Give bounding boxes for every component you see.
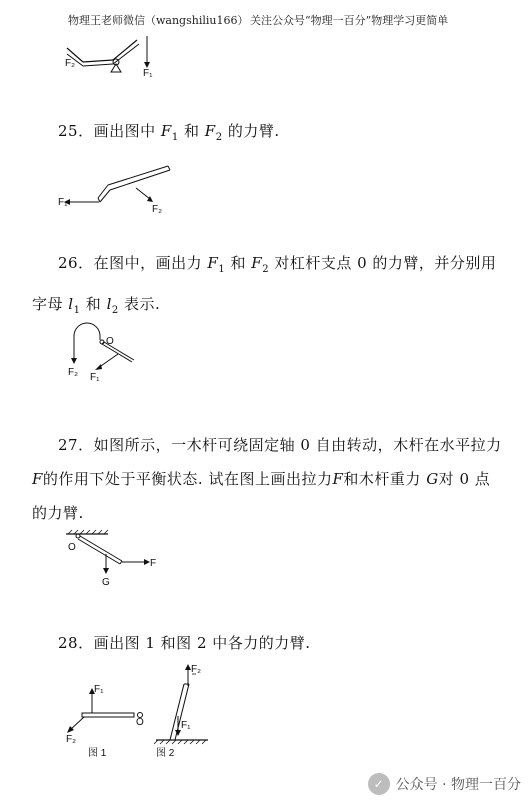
watermark-text: 公众号 · 物理一百分 xyxy=(395,777,521,793)
q25-f2-sub: 2 xyxy=(215,132,223,143)
q26-f1-symbol: F xyxy=(207,254,219,272)
q27-f-symbol: F xyxy=(32,470,43,488)
q27-figure xyxy=(62,530,162,590)
q27-text: 如图所示，一木杆可绕固定轴 0 自由转动，木杆在水平拉力 xyxy=(93,436,502,454)
q28-fig2-caption: 图 2 xyxy=(156,748,175,759)
top-fig-f2-label: F₂ xyxy=(65,58,75,69)
q26-l1-sub: 1 xyxy=(73,305,81,316)
q26-and2: 和 xyxy=(85,295,102,313)
q25-f2-symbol: F xyxy=(204,122,216,140)
q25-f1-sub: 1 xyxy=(171,132,179,143)
q25-f1-symbol: F xyxy=(160,122,172,140)
question-26 xyxy=(32,246,502,328)
q25-text-end: 的力臂. xyxy=(227,122,280,140)
q28-figure-2 xyxy=(148,662,228,760)
q27-text-end: 的力臂. xyxy=(32,504,84,522)
q26-text-mid: 对杠杆支点 0 的力臂，并分别用 xyxy=(274,254,497,272)
q26-text-line2: 字母 xyxy=(32,295,64,313)
q28-fig1-o-label: O xyxy=(136,717,144,728)
q27-number: 27． xyxy=(58,436,94,454)
header-left: 物理王老师微信（wangshiliu166） xyxy=(68,14,249,27)
top-lever-figure xyxy=(55,28,165,83)
q28-figure-1 xyxy=(62,678,152,760)
q26-f1-sub: 1 xyxy=(218,264,226,275)
q26-f2-symbol: F xyxy=(251,254,263,272)
q27-g-symbol: G xyxy=(426,470,439,488)
q28-fig1-f1-label: F₁ xyxy=(94,684,104,695)
q27-text-mid2: 和木杆重力 xyxy=(343,470,421,488)
q25-fig-f1-label: F₁ xyxy=(58,197,68,208)
q26-fig-o-label: O xyxy=(106,336,114,347)
q28-text: 画出图 1 和图 2 中各力的力臂. xyxy=(93,634,311,652)
q28-fig1-caption: 图 1 xyxy=(88,748,107,759)
q26-l2-symbol: l xyxy=(106,295,112,313)
question-28 xyxy=(32,626,502,660)
q25-and: 和 xyxy=(183,122,200,140)
q26-fig-f2-label: F₂ xyxy=(68,367,78,378)
q27-fig-o-label: O xyxy=(68,542,76,553)
q26-fig-f1-label: F₁ xyxy=(90,372,100,383)
q25-fig-f2-label: F₂ xyxy=(152,204,162,215)
wechat-icon: ✓ xyxy=(368,773,390,795)
q26-and: 和 xyxy=(230,254,246,272)
q28-fig2-f2-label: F₂ xyxy=(191,664,201,675)
q26-number: 26． xyxy=(58,254,94,272)
wechat-watermark xyxy=(368,773,521,795)
question-25 xyxy=(32,114,502,155)
question-27 xyxy=(32,428,502,530)
q27-fig-f-label: F xyxy=(150,558,157,569)
q27-text-mid3: 对 0 点 xyxy=(438,470,491,488)
q28-fig1-f2-label: F₂ xyxy=(66,734,76,745)
q26-l2-sub: 2 xyxy=(111,305,119,316)
q27-fig-g-label: G xyxy=(102,577,110,588)
q26-l1-symbol: l xyxy=(68,295,74,313)
q26-figure xyxy=(58,318,148,388)
top-fig-f1-label: F₁ xyxy=(143,68,153,79)
q26-text-end: 表示. xyxy=(124,295,161,313)
q25-figure xyxy=(58,168,178,218)
q27-f-symbol-2: F xyxy=(332,470,344,488)
q28-number: 28． xyxy=(58,634,94,652)
q28-fig2-f1-label: F₁ xyxy=(181,720,191,731)
header-right: 关注公众号“物理一百分”物理学习更简单 xyxy=(250,14,449,27)
q26-text: 在图中，画出力 xyxy=(93,254,203,272)
q26-f2-sub: 2 xyxy=(262,264,270,275)
q25-number: 25． xyxy=(58,122,94,140)
q27-text-mid: 的作用下处于平衡状态. 试在图上画出拉力 xyxy=(42,470,333,488)
q25-text: 画出图中 xyxy=(93,122,156,140)
